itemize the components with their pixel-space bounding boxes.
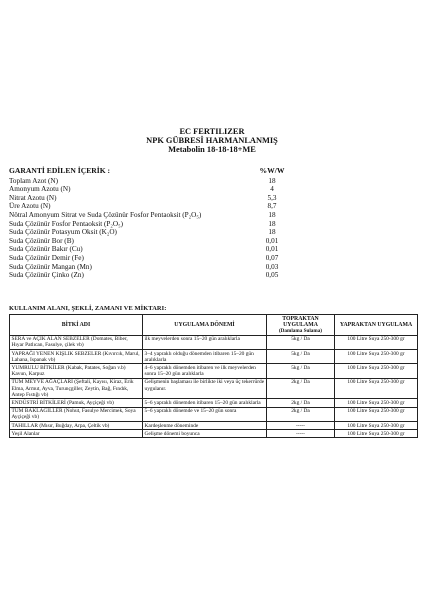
nutrient-value: 5,3 <box>267 193 277 202</box>
nutrient-label: Nötral Amonyum Sitrat ve Suda Çözünür Fosfor Pentaoksit (P₂O₅) <box>9 210 202 219</box>
plant-cell: YAPRAĞI YENEN KIŞLIK SEBZELER (Kıvırcık, Marul, Lahana, Ispanak vb) <box>10 350 143 364</box>
composition-heading-label: GARANTİ EDİLEN İÇERİK : <box>9 166 111 175</box>
col-plant-header: BİTKİ ADI <box>10 315 143 336</box>
composition-row <box>9 245 309 254</box>
col-period-header: UYGULAMA DÖNEMİ <box>143 315 267 336</box>
composition-row <box>9 228 309 237</box>
soil-dose-cell: 2kg / Da <box>267 378 335 399</box>
soil-dose-cell: 2kg / Da <box>267 407 335 421</box>
composition-list <box>9 177 309 280</box>
composition-row <box>9 271 309 280</box>
period-cell: ilk meyvelerden sonra 15–20 gün aralıklarla <box>143 335 267 349</box>
col-leaf-header: YAPRAKTAN UYGULAMA <box>335 315 418 336</box>
soil-dose-cell: 2kg / Da <box>267 399 335 407</box>
plant-cell: TÜM MEYVE AĞAÇLARI (Şeftali, Kayısı, Kiraz, Erik Elma, Armut, Ayva, Turunçgiller, Zeytin, Bağ, Fındık, Antep Fıstığı vb) <box>10 378 143 399</box>
nutrient-value: 0,01 <box>265 245 279 254</box>
period-cell: 5–6 yapraklı dönemde ve 15–20 gün sonra <box>143 407 267 421</box>
soil-dose-cell: ----- <box>267 422 335 430</box>
leaf-dose-cell: 100 Litre Suya 250-300 gr <box>335 364 418 378</box>
nutrient-value: 18 <box>268 210 276 219</box>
nutrient-value: 0,03 <box>265 262 279 271</box>
col-soil-header <box>267 315 335 336</box>
composition-row <box>9 263 309 272</box>
plant-cell: TÜM BAKLAGİLLER (Nohut, Fasulye Mercimek, Soya Ayçiçeği vb) <box>10 407 143 421</box>
nutrient-value: 8,7 <box>267 202 277 211</box>
leaf-dose-cell: 100 Litre Suya 250-300 gr <box>335 335 418 349</box>
leaf-dose-cell: 100 Litre Suya 250-300 gr <box>335 430 418 438</box>
nutrient-value: 18 <box>268 219 276 228</box>
product-name: Metabolin 18-18-18+ME <box>168 145 256 155</box>
period-cell: 4–6 yapraklı dönemden itibaren ve ilk meyvelerden sonra 15–20 gün aralıklarla <box>143 364 267 378</box>
composition-row <box>9 254 309 263</box>
nutrient-label: Suda Çözünür Fosfor Pentaoksit (P₂O₅) <box>9 219 124 228</box>
period-cell: Gelişme dönemi boyunca <box>143 430 267 438</box>
leaf-dose-cell: 100 Litre Suya 250-300 gr <box>335 407 418 421</box>
col-soil-subtitle: (Damlama Sulama) <box>278 327 323 334</box>
table-row <box>10 335 418 349</box>
period-cell: 3–4 yapraklı olduğu dönemden itibaren 15–20 gün aralıklarla <box>143 350 267 364</box>
period-cell: 5–6 yapraklı dönemden itibaren 15–20 gün aralıklarla <box>143 399 267 407</box>
plant-cell: Yeşil Alanlar <box>10 430 143 438</box>
plant-cell: SERA ve AÇIK ALAN SEBZELER (Domates, Biber, Hıyar Patlıcan, Fasulye, çilek vb) <box>10 335 143 349</box>
composition-row <box>9 237 309 246</box>
nutrient-label: Suda Çözünür Bor (B) <box>9 236 74 245</box>
col-soil-title: TOPRAKTAN UYGULAMA <box>282 315 319 328</box>
table-row <box>10 430 418 438</box>
nutrient-value: 0,07 <box>265 253 279 262</box>
usage-table-body <box>10 335 418 438</box>
nutrient-label: Amonyum Azotu (N) <box>9 185 71 194</box>
nutrient-value: 4 <box>270 185 274 194</box>
soil-dose-cell: 5kg / Da <box>267 350 335 364</box>
plant-cell: ENDÜSTRİ BİTKİLERİ (Pamuk, Ayçiçeği vb) <box>10 399 143 407</box>
usage-table <box>9 314 418 438</box>
product-header <box>0 127 424 155</box>
soil-dose-cell: 5kg / Da <box>267 335 335 349</box>
leaf-dose-cell: 100 Litre Suya 250-300 gr <box>335 350 418 364</box>
table-row <box>10 364 418 378</box>
composition-row <box>9 211 309 220</box>
composition-row <box>9 202 309 211</box>
nutrient-value: 18 <box>268 176 276 185</box>
composition-row <box>9 220 309 229</box>
leaf-dose-cell: 100 Litre Suya 250-300 gr <box>335 378 418 399</box>
soil-dose-cell: 5kg / Da <box>267 364 335 378</box>
table-row <box>10 399 418 407</box>
nutrient-label: Suda Çözünür Potasyum Oksit (K₂O) <box>9 228 117 237</box>
usage-table-header <box>10 315 418 336</box>
plant-cell: TAHILLAR (Mısır, Buğday, Arpa, Çeltik vb) <box>10 422 143 430</box>
nutrient-label: Suda Çözünür Çinko (Zn) <box>9 271 84 280</box>
soil-dose-cell: ----- <box>267 430 335 438</box>
composition-row <box>9 185 309 194</box>
nutrient-value: 0,05 <box>265 271 279 280</box>
product-type: NPK GÜBRESİ HARMANLANMIŞ <box>146 136 278 146</box>
table-row <box>10 407 418 421</box>
nutrient-label: Üre Azotu (N) <box>9 202 51 211</box>
usage-section-title: KULLANIM ALANI, ŞEKLİ, ZAMANI VE MİKTARI: <box>9 305 167 312</box>
company-title: EC FERTILIZER <box>179 127 245 136</box>
period-cell: Kardeşlenme döneminde <box>143 422 267 430</box>
nutrient-value: 18 <box>268 228 276 237</box>
table-row <box>10 378 418 399</box>
nutrient-value: 0,01 <box>265 236 279 245</box>
table-row <box>10 350 418 364</box>
nutrient-label: Nitrat Azotu (N) <box>9 193 57 202</box>
nutrient-label: Suda Çözünür Bakır (Cu) <box>9 245 83 254</box>
period-cell: Gelişmenin başlaması ile birlikte iki veya üç tekerrürde uygulanır. <box>143 378 267 399</box>
composition-heading-unit: %W/W <box>259 166 285 175</box>
table-row <box>10 422 418 430</box>
leaf-dose-cell: 100 Litre Suya 250-300 gr <box>335 422 418 430</box>
nutrient-label: Toplam Azot (N) <box>9 176 58 185</box>
composition-heading <box>9 167 309 176</box>
plant-cell: YUMRULU BİTKİLER (Kabak, Patates, Soğan v.b) Kavun, Karpuz <box>10 364 143 378</box>
composition-row <box>9 194 309 203</box>
leaf-dose-cell: 100 Litre Suya 250-300 gr <box>335 399 418 407</box>
guaranteed-content <box>9 167 309 280</box>
nutrient-label: Suda Çözünür Demir (Fe) <box>9 253 84 262</box>
composition-row <box>9 177 309 186</box>
nutrient-label: Suda Çözünür Mangan (Mn) <box>9 262 92 271</box>
